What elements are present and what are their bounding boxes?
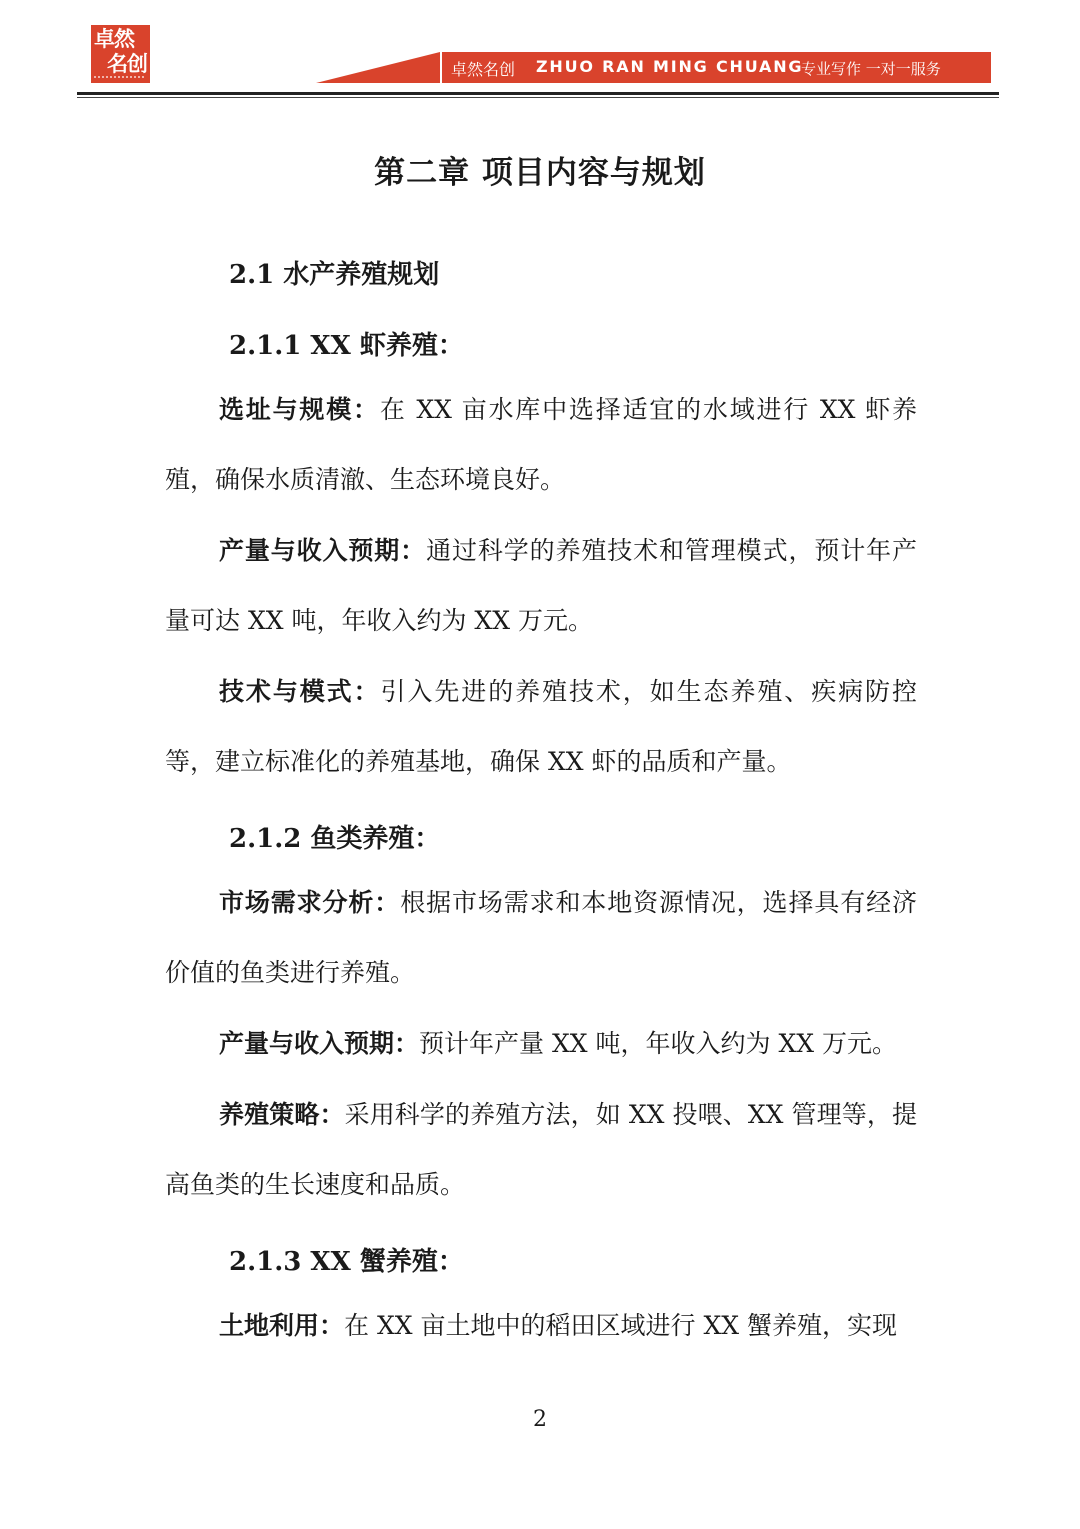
paragraph: [165, 1291, 917, 1361]
chapter-title: 第二章 项目内容与规划: [374, 155, 706, 191]
banner-triangle: [316, 52, 440, 83]
paragraph-lead: 土地利用：: [219, 1311, 345, 1340]
section-heading: 2.1 水产养殖规划: [229, 260, 440, 290]
subsection-heading-fish: 2.1.2 鱼类养殖：: [229, 824, 441, 854]
banner-brand-en: ZHUO RAN MING CHUANG: [536, 57, 804, 76]
paragraph-text: 预计年产量 XX 吨，年收入约为 XX 万元。: [419, 1029, 897, 1058]
paragraph: [165, 1009, 917, 1079]
subsection-heading-shrimp: 2.1.1 XX 虾养殖：: [229, 331, 464, 361]
subsection-heading-crab: 2.1.3 XX 蟹养殖：: [229, 1247, 464, 1277]
header-banner: [442, 52, 991, 83]
banner-brand-cn: 卓然名创: [451, 60, 516, 79]
paragraph-lead: 技术与模式：: [219, 677, 381, 706]
paragraph-lead: 产量与收入预期：: [219, 536, 427, 565]
paragraph-lead: 市场需求分析：: [219, 888, 401, 917]
paragraph-text: 引入先进的养殖技术，如生态养殖、疾病防控等，建立标准化的养殖基地，确保 XX 虾的品质和产量。: [165, 677, 917, 776]
paragraph-lead: 养殖策略：: [219, 1100, 345, 1129]
brand-logo: [91, 25, 150, 83]
paragraph-lead: 选址与规模：: [219, 395, 380, 424]
paragraph-lead: 产量与收入预期：: [219, 1029, 420, 1058]
paragraph-text: 在 XX 亩水库中选择适宜的水域进行 XX 虾养殖，确保水质清澈、生态环境良好。: [165, 395, 917, 494]
page-number: 2: [533, 1407, 547, 1432]
banner-service: 专业写作 一对一服务: [801, 60, 941, 78]
paragraph-text: 在 XX 亩土地中的稻田区域进行 XX 蟹养殖，实现: [344, 1311, 897, 1340]
header-rule-thin: [77, 97, 999, 98]
paragraph: [165, 1080, 917, 1220]
header-rule-thick: [77, 92, 999, 95]
paragraph-text: 根据市场需求和本地资源情况，选择具有经济价值的鱼类进行养殖。: [165, 888, 917, 987]
logo-text-line1: 卓然: [94, 27, 134, 51]
paragraph: [165, 868, 917, 1008]
logo-text-line2: 名创: [107, 52, 147, 76]
paragraph: [165, 516, 917, 656]
paragraph: [165, 375, 917, 515]
paragraph-text: 采用科学的养殖方法，如 XX 投喂、XX 管理等，提高鱼类的生长速度和品质。: [165, 1100, 917, 1199]
paragraph: [165, 657, 917, 797]
paragraph-text: 通过科学的养殖技术和管理模式，预计年产量可达 XX 吨，年收入约为 XX 万元。: [165, 536, 917, 635]
logo-dots: [94, 76, 144, 80]
